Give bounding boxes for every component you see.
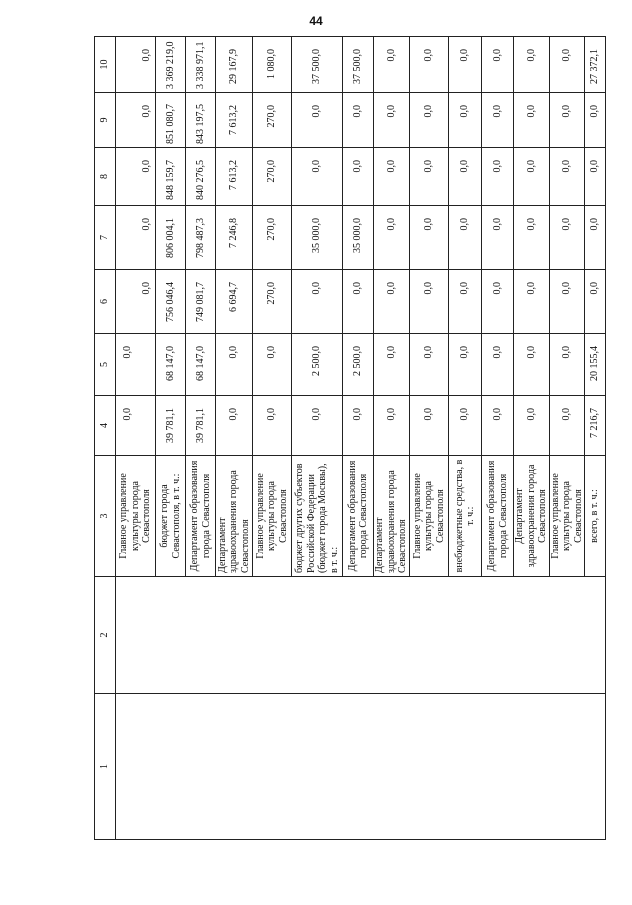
value-cell: 851 080,7 xyxy=(156,93,186,148)
value-cell: 0,0 xyxy=(482,37,514,93)
value-cell: 39 781,1 xyxy=(156,396,186,456)
value-cell: 68 147,0 xyxy=(156,334,186,396)
value-cell: 0,0 xyxy=(410,270,449,334)
value-cell: 0,0 xyxy=(549,334,585,396)
value-cell: 843 197,5 xyxy=(186,93,216,148)
value-cell: 0,0 xyxy=(374,93,410,148)
row-label: всего, в т. ч.: xyxy=(585,456,606,577)
page-number: 44 xyxy=(309,14,323,28)
value-cell: 0,0 xyxy=(449,334,482,396)
value-cell: 0,0 xyxy=(374,396,410,456)
header-row xyxy=(95,37,116,840)
value-cell: 0,0 xyxy=(292,270,343,334)
value-cell: 270,0 xyxy=(253,148,292,206)
value-cell: 0,0 xyxy=(514,396,550,456)
value-cell: 0,0 xyxy=(343,270,374,334)
row-label: Главное управление культуры города Севастополя xyxy=(549,456,585,577)
value-cell: 0,0 xyxy=(410,206,449,270)
value-cell: 0,0 xyxy=(449,148,482,206)
value-cell: 0,0 xyxy=(549,148,585,206)
value-cell: 35 000,0 xyxy=(292,206,343,270)
value-cell: 0,0 xyxy=(410,334,449,396)
value-cell: 0,0 xyxy=(514,270,550,334)
value-cell: 0,0 xyxy=(585,270,606,334)
row-label: Департамент здравоохранения города Севастополя xyxy=(514,456,550,577)
value-cell: 35 000,0 xyxy=(343,206,374,270)
row-label: Департамент образования города Севастополя xyxy=(186,456,216,577)
col-header-4: 4 xyxy=(95,396,116,456)
value-cell: 0,0 xyxy=(482,93,514,148)
table-row xyxy=(116,37,156,840)
value-cell: 2 500,0 xyxy=(343,334,374,396)
value-cell: 0,0 xyxy=(116,148,156,206)
rotated-table-container xyxy=(94,41,632,769)
value-cell: 0,0 xyxy=(292,148,343,206)
value-cell: 0,0 xyxy=(514,37,550,93)
row-label: Главное управление культуры города Севастополя xyxy=(116,456,156,577)
value-cell: 3 338 971,1 xyxy=(186,37,216,93)
value-cell: 0,0 xyxy=(449,396,482,456)
value-cell: 37 500,0 xyxy=(292,37,343,93)
row-label: Департамент образования города Севастополя xyxy=(482,456,514,577)
col-header-5: 5 xyxy=(95,334,116,396)
value-cell: 7 613,2 xyxy=(216,148,253,206)
value-cell: 0,0 xyxy=(116,396,156,456)
value-cell: 0,0 xyxy=(482,148,514,206)
value-cell: 749 081,7 xyxy=(186,270,216,334)
value-cell: 0,0 xyxy=(374,334,410,396)
value-cell: 0,0 xyxy=(410,396,449,456)
value-cell: 68 147,0 xyxy=(186,334,216,396)
col-header-2: 2 xyxy=(95,577,116,694)
value-cell: 0,0 xyxy=(449,206,482,270)
budget-table xyxy=(94,36,606,840)
value-cell: 39 781,1 xyxy=(186,396,216,456)
value-cell: 0,0 xyxy=(116,93,156,148)
value-cell: 270,0 xyxy=(253,270,292,334)
value-cell: 3 369 219,0 xyxy=(156,37,186,93)
value-cell: 0,0 xyxy=(482,334,514,396)
row-label: Главное управление культуры города Севастополя xyxy=(410,456,449,577)
value-cell: 0,0 xyxy=(549,396,585,456)
col-header-7: 7 xyxy=(95,206,116,270)
value-cell: 0,0 xyxy=(449,270,482,334)
value-cell: 0,0 xyxy=(216,334,253,396)
value-cell: 7 613,2 xyxy=(216,93,253,148)
value-cell: 0,0 xyxy=(292,93,343,148)
col-header-3: 3 xyxy=(95,456,116,577)
row-label: внебюджетные средства, в т. ч.: xyxy=(449,456,482,577)
col-header-8: 8 xyxy=(95,148,116,206)
row-label: Департамент здравоохранения города Севастополя xyxy=(216,456,253,577)
value-cell: 270,0 xyxy=(253,206,292,270)
value-cell: 7 216,7 xyxy=(585,396,606,456)
value-cell: 1 080,0 xyxy=(253,37,292,93)
value-cell: 270,0 xyxy=(253,93,292,148)
value-cell: 0,0 xyxy=(585,206,606,270)
col-header-6: 6 xyxy=(95,270,116,334)
merged-cell-col-2 xyxy=(116,577,606,694)
value-cell: 0,0 xyxy=(410,93,449,148)
value-cell: 0,0 xyxy=(216,396,253,456)
value-cell: 0,0 xyxy=(549,37,585,93)
value-cell: 848 159,7 xyxy=(156,148,186,206)
row-label: Главное управление культуры города Севастополя xyxy=(253,456,292,577)
value-cell: 0,0 xyxy=(116,334,156,396)
value-cell: 37 500,0 xyxy=(343,37,374,93)
value-cell: 756 046,4 xyxy=(156,270,186,334)
value-cell: 27 372,1 xyxy=(585,37,606,93)
value-cell: 29 167,9 xyxy=(216,37,253,93)
value-cell: 7 246,8 xyxy=(216,206,253,270)
value-cell: 0,0 xyxy=(514,148,550,206)
value-cell: 0,0 xyxy=(374,148,410,206)
col-header-1: 1 xyxy=(95,694,116,840)
value-cell: 0,0 xyxy=(410,148,449,206)
value-cell: 20 155,4 xyxy=(585,334,606,396)
value-cell: 0,0 xyxy=(585,93,606,148)
value-cell: 6 694,7 xyxy=(216,270,253,334)
value-cell: 0,0 xyxy=(410,37,449,93)
value-cell: 0,0 xyxy=(514,93,550,148)
value-cell: 0,0 xyxy=(253,334,292,396)
value-cell: 2 500,0 xyxy=(292,334,343,396)
value-cell: 0,0 xyxy=(549,206,585,270)
row-label: бюджет других субъектов Российской Федерации (бюджет города Москвы), в т. ч.: xyxy=(292,456,343,577)
value-cell: 0,0 xyxy=(374,270,410,334)
value-cell: 0,0 xyxy=(253,396,292,456)
value-cell: 840 276,5 xyxy=(186,148,216,206)
value-cell: 0,0 xyxy=(116,270,156,334)
value-cell: 0,0 xyxy=(343,396,374,456)
value-cell: 0,0 xyxy=(482,206,514,270)
value-cell: 0,0 xyxy=(482,396,514,456)
col-header-9: 9 xyxy=(95,93,116,148)
value-cell: 0,0 xyxy=(116,37,156,93)
value-cell: 806 004,1 xyxy=(156,206,186,270)
value-cell: 0,0 xyxy=(549,270,585,334)
col-header-10: 10 xyxy=(95,37,116,93)
row-label: бюджет города Севастополя, в т. ч.: xyxy=(156,456,186,577)
value-cell: 0,0 xyxy=(449,37,482,93)
value-cell: 0,0 xyxy=(585,148,606,206)
value-cell: 0,0 xyxy=(374,206,410,270)
value-cell: 0,0 xyxy=(482,270,514,334)
value-cell: 0,0 xyxy=(343,148,374,206)
row-label: Департамент здравоохранения города Севастополя xyxy=(374,456,410,577)
value-cell: 0,0 xyxy=(292,396,343,456)
merged-cell-col-1 xyxy=(116,694,606,840)
value-cell: 0,0 xyxy=(514,206,550,270)
value-cell: 0,0 xyxy=(116,206,156,270)
value-cell: 0,0 xyxy=(549,93,585,148)
value-cell: 798 487,3 xyxy=(186,206,216,270)
value-cell: 0,0 xyxy=(514,334,550,396)
value-cell: 0,0 xyxy=(374,37,410,93)
value-cell: 0,0 xyxy=(343,93,374,148)
row-label: Департамент образования города Севастополя xyxy=(343,456,374,577)
value-cell: 0,0 xyxy=(449,93,482,148)
